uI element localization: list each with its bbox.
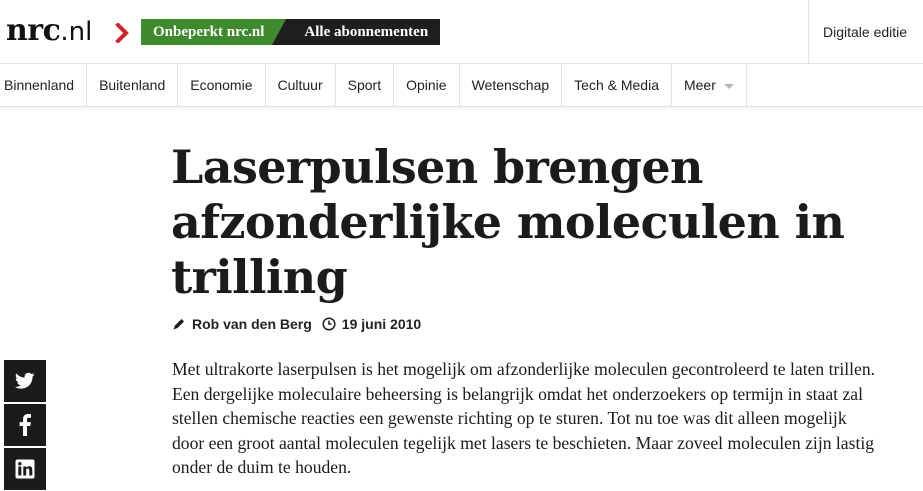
- nrc-logo[interactable]: [6, 13, 92, 53]
- site-header: [0, 0, 923, 64]
- logo-chevron-icon: [115, 23, 129, 43]
- nav-item-economie[interactable]: Economie: [178, 64, 265, 106]
- linkedin-icon: [15, 459, 35, 479]
- nav-item-meer-label: Meer: [683, 77, 716, 93]
- nav-item-sport[interactable]: Sport: [336, 64, 394, 106]
- nav-item-buitenland[interactable]: Buitenland: [87, 64, 178, 106]
- chevron-down-icon: [724, 84, 734, 89]
- share-linkedin-button[interactable]: [4, 448, 46, 490]
- facebook-icon: [19, 414, 31, 436]
- article-date-group: [322, 316, 421, 332]
- digital-edition-link[interactable]: Digitale editie: [808, 0, 923, 64]
- nav-item-tech-media[interactable]: Tech & Media: [562, 64, 672, 106]
- share-twitter-button[interactable]: [4, 360, 46, 402]
- logo-text-suffix: .nl: [60, 17, 93, 47]
- article-date: 19 juni 2010: [341, 316, 422, 332]
- subscription-promo: [141, 19, 440, 45]
- all-subscriptions-link[interactable]: Alle abonnementen: [286, 19, 440, 45]
- article-intro: Met ultrakorte laserpulsen is het mogelijk om afzonderlijke moleculen gecontroleerd te laten trillen. Een dergelijke moleculaire beheersing is belangrijk omdat het onderzoekers op termijn in staat zal stellen chemische reacties een gewenste richting op te sturen. Tot nu toe was dit alleen mogelijk door een groot aantal moleculen tegelijk met lasers te beschieten. Maar zoveel moleculen zijn lastig onder de duim te houden.: [172, 359, 876, 477]
- article-meta: [172, 316, 421, 332]
- nav-item-binnenland[interactable]: Binnenland: [0, 64, 87, 106]
- nav-item-meer[interactable]: [672, 64, 747, 106]
- nav-item-opinie[interactable]: Opinie: [394, 64, 459, 106]
- nav-item-wetenschap[interactable]: Wetenschap: [460, 64, 563, 106]
- logo-text-main: nrc: [6, 13, 61, 48]
- share-facebook-button[interactable]: [4, 404, 46, 446]
- twitter-icon: [15, 372, 35, 390]
- article-author[interactable]: Rob van den Berg: [192, 316, 312, 332]
- clock-icon: [322, 317, 336, 331]
- nav-item-cultuur[interactable]: Cultuur: [266, 64, 336, 106]
- main-nav: [0, 64, 923, 107]
- share-bar: [4, 360, 46, 491]
- pencil-icon: [172, 317, 186, 331]
- unlimited-subscription-link[interactable]: Onbeperkt nrc.nl: [141, 19, 286, 45]
- article-title: Laserpulsen brengen afzonderlijke moleculen in trilling: [171, 140, 845, 304]
